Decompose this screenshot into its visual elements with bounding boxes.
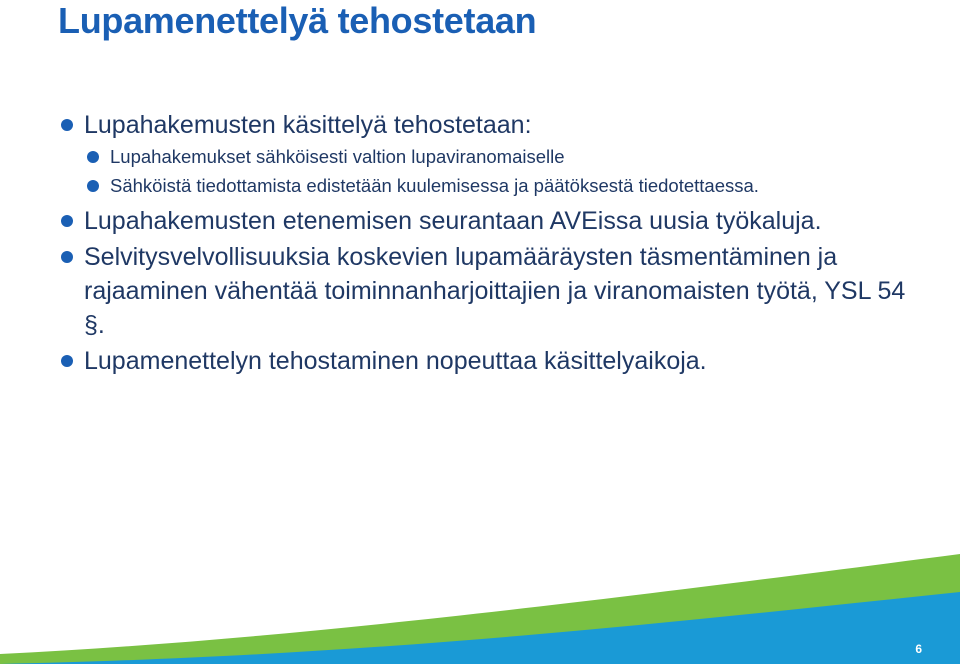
bullet-icon	[61, 251, 73, 263]
footer-wave-decoration	[0, 544, 960, 664]
bullet-item	[60, 204, 920, 238]
bullet-text: Lupahakemusten etenemisen seurantaan AVEissa uusia työkaluja.	[84, 207, 822, 235]
bullet-icon	[87, 151, 99, 163]
bullet-text: Selvitysvelvollisuuksia koskevien lupamääräysten täsmentäminen ja rajaaminen vähentää toiminnanharjoittajien ja viranomaisten työtä, YSL 54 §.	[84, 243, 906, 339]
sub-bullet-item	[86, 142, 920, 171]
bullet-icon	[61, 119, 73, 131]
sub-bullet-item	[86, 171, 920, 200]
slide-title: Lupamenettelyä tehostetaan	[58, 0, 537, 41]
bullet-item	[60, 240, 920, 342]
page-number: 6	[915, 642, 922, 656]
bullet-list	[60, 108, 920, 378]
bullet-text: Lupahakemukset sähköisesti valtion lupaviranomaiselle	[110, 146, 565, 167]
bullet-item	[60, 344, 920, 378]
bullet-text: Lupahakemusten käsittelyä tehostetaan:	[84, 111, 532, 139]
bullet-text: Sähköistä tiedottamista edistetään kuulemisessa ja päätöksestä tiedotettaessa.	[110, 175, 759, 196]
bullet-item	[60, 108, 920, 142]
bullet-icon	[87, 180, 99, 192]
bullet-text: Lupamenettelyn tehostaminen nopeuttaa käsittelyaikoja.	[84, 347, 707, 375]
bullet-icon	[61, 215, 73, 227]
bullet-icon	[61, 355, 73, 367]
